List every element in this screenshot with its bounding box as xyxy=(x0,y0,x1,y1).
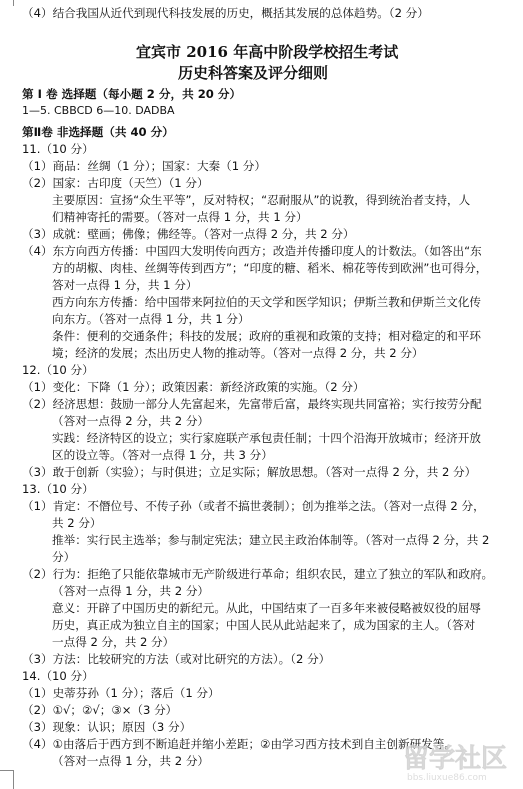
answer-line: （2）行为：拒绝了只能依靠城市无产阶级进行革命；组织农民，建立了独立的军队和政府。 xyxy=(22,567,494,581)
answer-line: （答对一点得 1 分，共 2 分） xyxy=(52,584,210,598)
answer-line: （答对一点得 2 分，共 2 分） xyxy=(52,414,210,428)
answer-line: 境；经济的发展；杰出历史人物的推动等。（答对一点得 2 分，共 2 分） xyxy=(52,346,424,360)
corner-mark-bottom-left xyxy=(13,770,14,789)
answer-line: 一点得 2 分，共 2 分） xyxy=(52,635,175,649)
answer-line: （3）方法：比较研究的方法（或对比研究的方法）。（2 分） xyxy=(22,652,331,666)
answer-line: 向东方。（答对一点得 1 分，共 1 分） xyxy=(52,312,250,326)
watermark-logo xyxy=(399,739,517,783)
answer-line: 条件：便利的交通条件；科技的发展；政府的重视和政策的支持；相对稳定的和平环 xyxy=(52,329,481,343)
section1-heading: 第 I 卷 选择题（每小题 2 分，共 20 分） xyxy=(22,87,242,101)
answer-line: 12.（10 分） xyxy=(22,363,94,377)
answer-line: （2）经济思想：鼓励一部分人先富起来，先富带后富，最终实现共同富裕；实行按劳分配 xyxy=(22,397,482,411)
section1-answers: 1—5. CBBCD 6—10. DADBA xyxy=(22,104,175,117)
answer-line: 方的胡椒、肉桂、丝绸等传到西方”；“印度的糖、稻米、棉花等传到欧洲”也可得分， xyxy=(52,261,488,275)
answer-line: （4）东方向西方传播：中国四大发明传向西方；改造并传播印度人的计数法。（如答出“东 xyxy=(22,244,482,258)
answer-line: （1）史蒂芬孙（1 分）；落后（1 分） xyxy=(22,686,220,700)
answer-line: 主要原因：宣扬“众生平等”，反对特权；“忍耐服从”的说教，得到统治者支持，人 xyxy=(52,193,471,207)
answer-line: 区的设立等。（答对一点得 1 分，共 3 分） xyxy=(52,448,273,462)
section2-heading: 第Ⅱ卷 非选择题（共 40 分） xyxy=(22,125,174,139)
corner-mark-bottom-left-h xyxy=(0,770,13,771)
answer-line: 推举：实行民主选举；参与制定宪法；建立民主政治体制等。（答对一点得 2 分，共 2 xyxy=(52,533,490,547)
watermark-url: bbs.liuxue86.com xyxy=(407,773,487,783)
answer-line: （4）①由落后于西方到不断追赶并缩小差距；②由学习西方技术到自主创新研发等。 xyxy=(22,737,456,751)
answer-line: （2）国家：古印度（天竺）（1 分） xyxy=(22,176,209,190)
answer-line: 14.（10 分） xyxy=(22,669,94,683)
answer-line: （3）成就：壁画；佛像；佛经等。（答对一点得 2 分，共 2 分） xyxy=(22,227,355,241)
answer-line: 13.（10 分） xyxy=(22,482,94,496)
answer-line: 答对一点得 1 分，共 1 分） xyxy=(52,278,198,292)
document-subtitle: 历史科答案及评分细则 xyxy=(178,64,329,82)
answer-line: 11.（10 分） xyxy=(22,142,94,156)
answer-line: （3）现象：认识；原因（3 分） xyxy=(22,720,192,734)
answer-line: （答对一点得 1 分，共 2 分） xyxy=(52,754,210,768)
answer-line: 意义：开辟了中国历史的新纪元。从此，中国结束了一百多年来被侵略被奴役的屈辱 xyxy=(52,601,481,615)
previous-question-line: （4）结合我国从近代到现代科技发展的历史，概括其发展的总体趋势。（2 分） xyxy=(22,6,429,20)
answer-line: （3）敢于创新（实验）；与时俱进；立足实际；解放思想。（答对一点得 2 分，共 2 分） xyxy=(22,465,477,479)
answer-line: 们精神寄托的需要。（答对一点得 1 分，共 1 分） xyxy=(52,210,308,224)
answer-line: 共 2 分） xyxy=(52,516,102,530)
document-title: 宜宾市 2016 年高中阶段学校招生考试 xyxy=(136,43,399,61)
answer-line: （2）①√；②√；③×（3 分） xyxy=(22,703,178,717)
answer-line: 实践：经济特区的设立；实行家庭联产承包责任制；十四个沿海开放城市；经济开放 xyxy=(52,431,481,445)
answer-line: 分） xyxy=(52,550,76,564)
answer-line: （1）变化：下降（1 分）；政策因素：新经济政策的实施。（2 分） xyxy=(22,380,365,394)
corner-mark-top-left xyxy=(13,0,14,6)
answer-line: （1）商品：丝绸（1 分）；国家：大秦（1 分） xyxy=(22,159,266,173)
answer-line: 西方向东方传播：给中国带来阿拉伯的天文学和医学知识；伊斯兰教和伊斯兰文化传 xyxy=(52,295,481,309)
watermark-text: 留学社区 xyxy=(403,744,508,774)
answer-line: （1）肯定：不僭位号、不传子孙（或者不搞世袭制）；创为推举之法。（答对一点得 2 分， xyxy=(22,499,485,513)
answer-line: 历史，真正成为独立自主的国家；中国人民从此站起来了，成为国家的主人。（答对 xyxy=(52,618,476,632)
